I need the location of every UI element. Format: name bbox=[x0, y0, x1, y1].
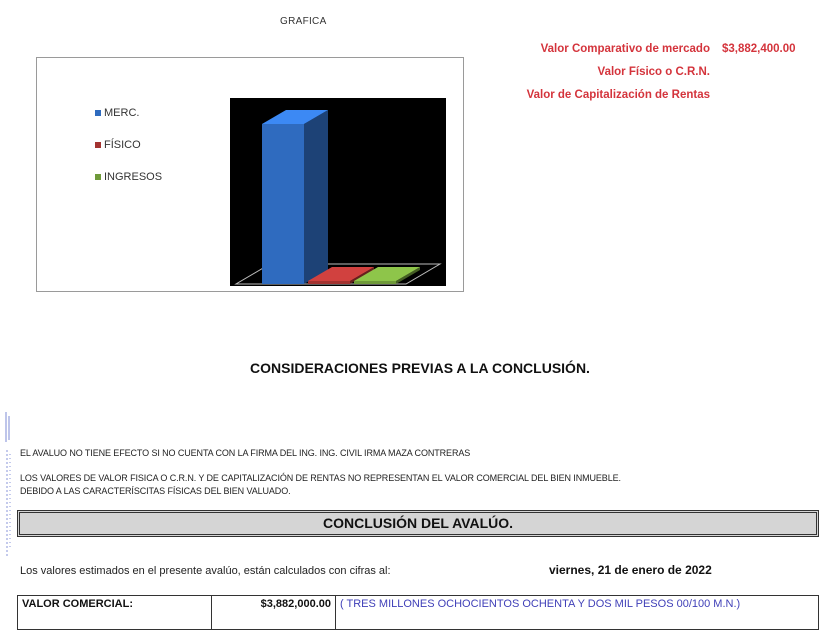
legend-swatch-fisico bbox=[95, 142, 101, 148]
valores-note-line1: LOS VALORES DE VALOR FISICA O C.R.N. Y DE CAPITALIZACIÓN DE RENTAS NO REPRESENTAN EL VALOR COMERCIAL DEL BIEN INMUEBLE. bbox=[20, 473, 621, 483]
valor-fisico-label: Valor Físico o C.R.N. bbox=[597, 66, 710, 78]
consideraciones-heading: CONSIDERACIONES PREVIAS A LA CONCLUSIÓN. bbox=[250, 360, 590, 376]
bar-merc-side bbox=[304, 110, 328, 284]
bar-ingresos-front bbox=[354, 281, 396, 284]
bar-fsico-front bbox=[308, 281, 350, 284]
legend-item-ingresos bbox=[95, 168, 162, 186]
chart-title: GRAFICA bbox=[280, 16, 327, 27]
estimated-values-text: Los valores estimados en el presente avalúo, están calculados con cifras al: bbox=[20, 565, 391, 577]
valor-capitalizacion-label: Valor de Capitalización de Rentas bbox=[526, 89, 710, 101]
firma-note: EL AVALUO NO TIENE EFECTO SI NO CUENTA CON LA FIRMA DEL ING. ING. CIVIL IRMA MAZA CONTRERAS bbox=[20, 448, 471, 458]
conclusion-heading: CONCLUSIÓN DEL AVALÚO. bbox=[17, 510, 819, 537]
side-margin-annotation bbox=[4, 410, 14, 560]
chart-legend bbox=[95, 104, 162, 200]
valuation-date: viernes, 21 de enero de 2022 bbox=[549, 563, 712, 577]
value-labels bbox=[470, 38, 710, 107]
legend-swatch-ingresos bbox=[95, 174, 101, 180]
bar-chart bbox=[230, 98, 446, 286]
legend-label-merc: MERC. bbox=[104, 107, 140, 119]
bar-merc-front bbox=[262, 124, 304, 284]
legend-label-ingresos: INGRESOS bbox=[104, 171, 163, 183]
valores-note-line2: DEBIDO A LAS CARACTERÍSCITAS FÍSICAS DEL BIEN VALUADO. bbox=[20, 486, 291, 496]
valor-comercial-table bbox=[17, 595, 819, 630]
chart-frame bbox=[36, 57, 464, 292]
legend-swatch-merc bbox=[95, 110, 101, 116]
valor-comercial-label: VALOR COMERCIAL: bbox=[18, 596, 212, 630]
legend-item-fisico bbox=[95, 136, 162, 154]
valor-comparativo-amount: $3,882,400.00 bbox=[722, 43, 796, 55]
valor-comercial-amount: $3,882,000.00 bbox=[212, 596, 336, 630]
valor-comercial-words: ( TRES MILLONES OCHOCIENTOS OCHENTA Y DOS MIL PESOS 00/100 M.N.) bbox=[336, 596, 819, 630]
valor-comparativo-label: Valor Comparativo de mercado bbox=[540, 43, 710, 55]
legend-label-fisico: FÍSICO bbox=[104, 139, 141, 151]
table-row bbox=[18, 596, 819, 630]
bar-merc bbox=[262, 110, 328, 284]
legend-item-merc bbox=[95, 104, 162, 122]
